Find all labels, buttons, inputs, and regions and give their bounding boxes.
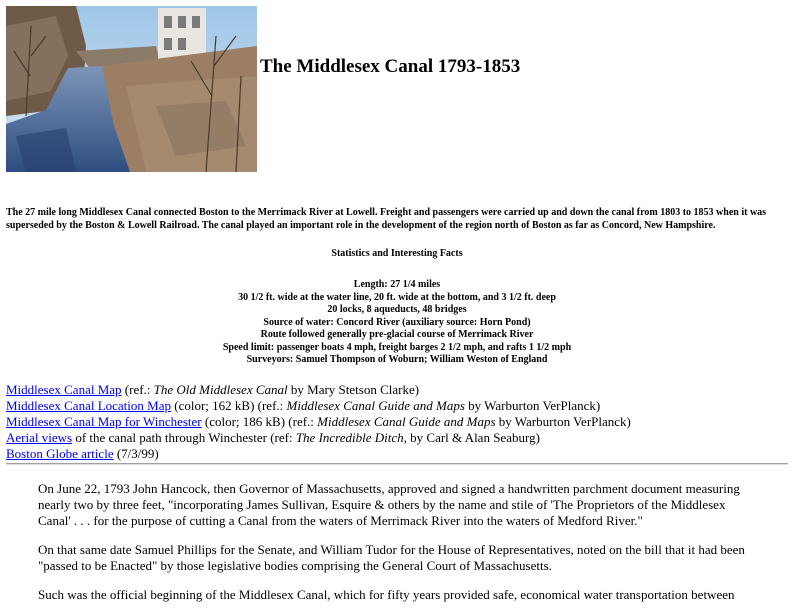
fact-item: Route followed generally pre-glacial course of Merrimack River bbox=[260, 329, 534, 340]
link-item bbox=[6, 446, 788, 462]
link-item bbox=[6, 414, 788, 430]
fact-item: Surveyors: Samuel Thompson of Woburn; William Weston of England bbox=[246, 354, 548, 365]
link-note: (color; 162 kB) (ref.: bbox=[171, 398, 287, 413]
links-list bbox=[6, 382, 788, 462]
location-map-link[interactable]: Middlesex Canal Location Map bbox=[6, 398, 171, 413]
link-note: of the canal path through Winchester (ref: bbox=[72, 430, 296, 445]
fact-item: 20 locks, 8 aqueducts, 48 bridges bbox=[327, 304, 467, 315]
reference-title: Middlesex Canal Guide and Maps bbox=[286, 398, 465, 413]
link-note: , by Carl & Alan Seaburg) bbox=[403, 430, 540, 445]
boston-globe-link[interactable]: Boston Globe article bbox=[6, 446, 114, 461]
link-note: (7/3/99) bbox=[113, 446, 159, 461]
fact-item: 30 1/2 ft. wide at the water line, 20 ft. wide at the bottom, and 3 1/2 ft. deep bbox=[238, 291, 556, 303]
reference-title: Middlesex Canal Guide and Maps bbox=[317, 414, 496, 429]
history-paragraph: Such was the official beginning of the Middlesex Canal, which for fifty years provided safe, economical water transportation between bbox=[38, 587, 735, 602]
fact-item: Length: 27 1/4 miles bbox=[353, 279, 441, 290]
history-text bbox=[38, 481, 760, 616]
fact-item: Source of water: Concord River (auxiliary source: Horn Pond) bbox=[263, 316, 531, 328]
reference-title: The Old Middlesex Canal bbox=[153, 382, 288, 397]
fact-item: Speed limit: passenger boats 4 mph, freight barges 2 1/2 mph, and rafts 1 1/2 mph bbox=[222, 341, 572, 353]
link-note: by Warburton VerPlanck) bbox=[495, 414, 631, 429]
link-note: (color; 186 kB) (ref.: bbox=[201, 414, 318, 429]
canal-photo bbox=[6, 6, 257, 172]
divider bbox=[6, 463, 788, 465]
history-paragraph: On that same date Samuel Phillips for the Senate, and William Tudor for the House of Representatives, noted on the bill that it had been "passed to be Enacted" by those legislative bodies comprising the General Court of Massachusetts. bbox=[38, 542, 745, 573]
winchester-map-link[interactable]: Middlesex Canal Map for Winchester bbox=[6, 414, 202, 429]
facts-list bbox=[6, 279, 788, 367]
link-note: by Mary Stetson Clarke) bbox=[287, 382, 420, 397]
page-title: The Middlesex Canal 1793-1853 bbox=[260, 56, 521, 77]
reference-title: The Incredible Ditch bbox=[295, 430, 404, 445]
facts-heading: Statistics and Interesting Facts bbox=[331, 248, 463, 259]
link-note: (ref.: bbox=[121, 382, 154, 397]
link-item bbox=[6, 382, 788, 398]
canal-map-link[interactable]: Middlesex Canal Map bbox=[6, 382, 122, 397]
page-header bbox=[6, 6, 786, 174]
link-note: by Warburton VerPlanck) bbox=[464, 398, 601, 413]
intro-paragraph: The 27 mile long Middlesex Canal connected Boston to the Merrimack River at Lowell. Freight and passengers were carried up and down the canal from 1803 to 1853 when it was superseded by the Boston & Lowell Railroad. The canal played an important role in the development of the region north of Boston as far as Concord, New Hampshire. bbox=[6, 207, 767, 231]
link-item bbox=[6, 430, 788, 446]
link-item bbox=[6, 398, 788, 414]
aerial-views-link[interactable]: Aerial views bbox=[6, 430, 73, 445]
history-paragraph: On June 22, 1793 John Hancock, then Governor of Massachusetts, approved and signed a handwritten parchment document measuring nearly two by three feet, "incorporating James Sullivan, Esquire & others by the name and stile of 'The Proprietors of the Middlesex Canal' . . . for the purpose of cutting a Canal from the waters of Merrimack River into the waters of Medford River." bbox=[38, 481, 740, 528]
